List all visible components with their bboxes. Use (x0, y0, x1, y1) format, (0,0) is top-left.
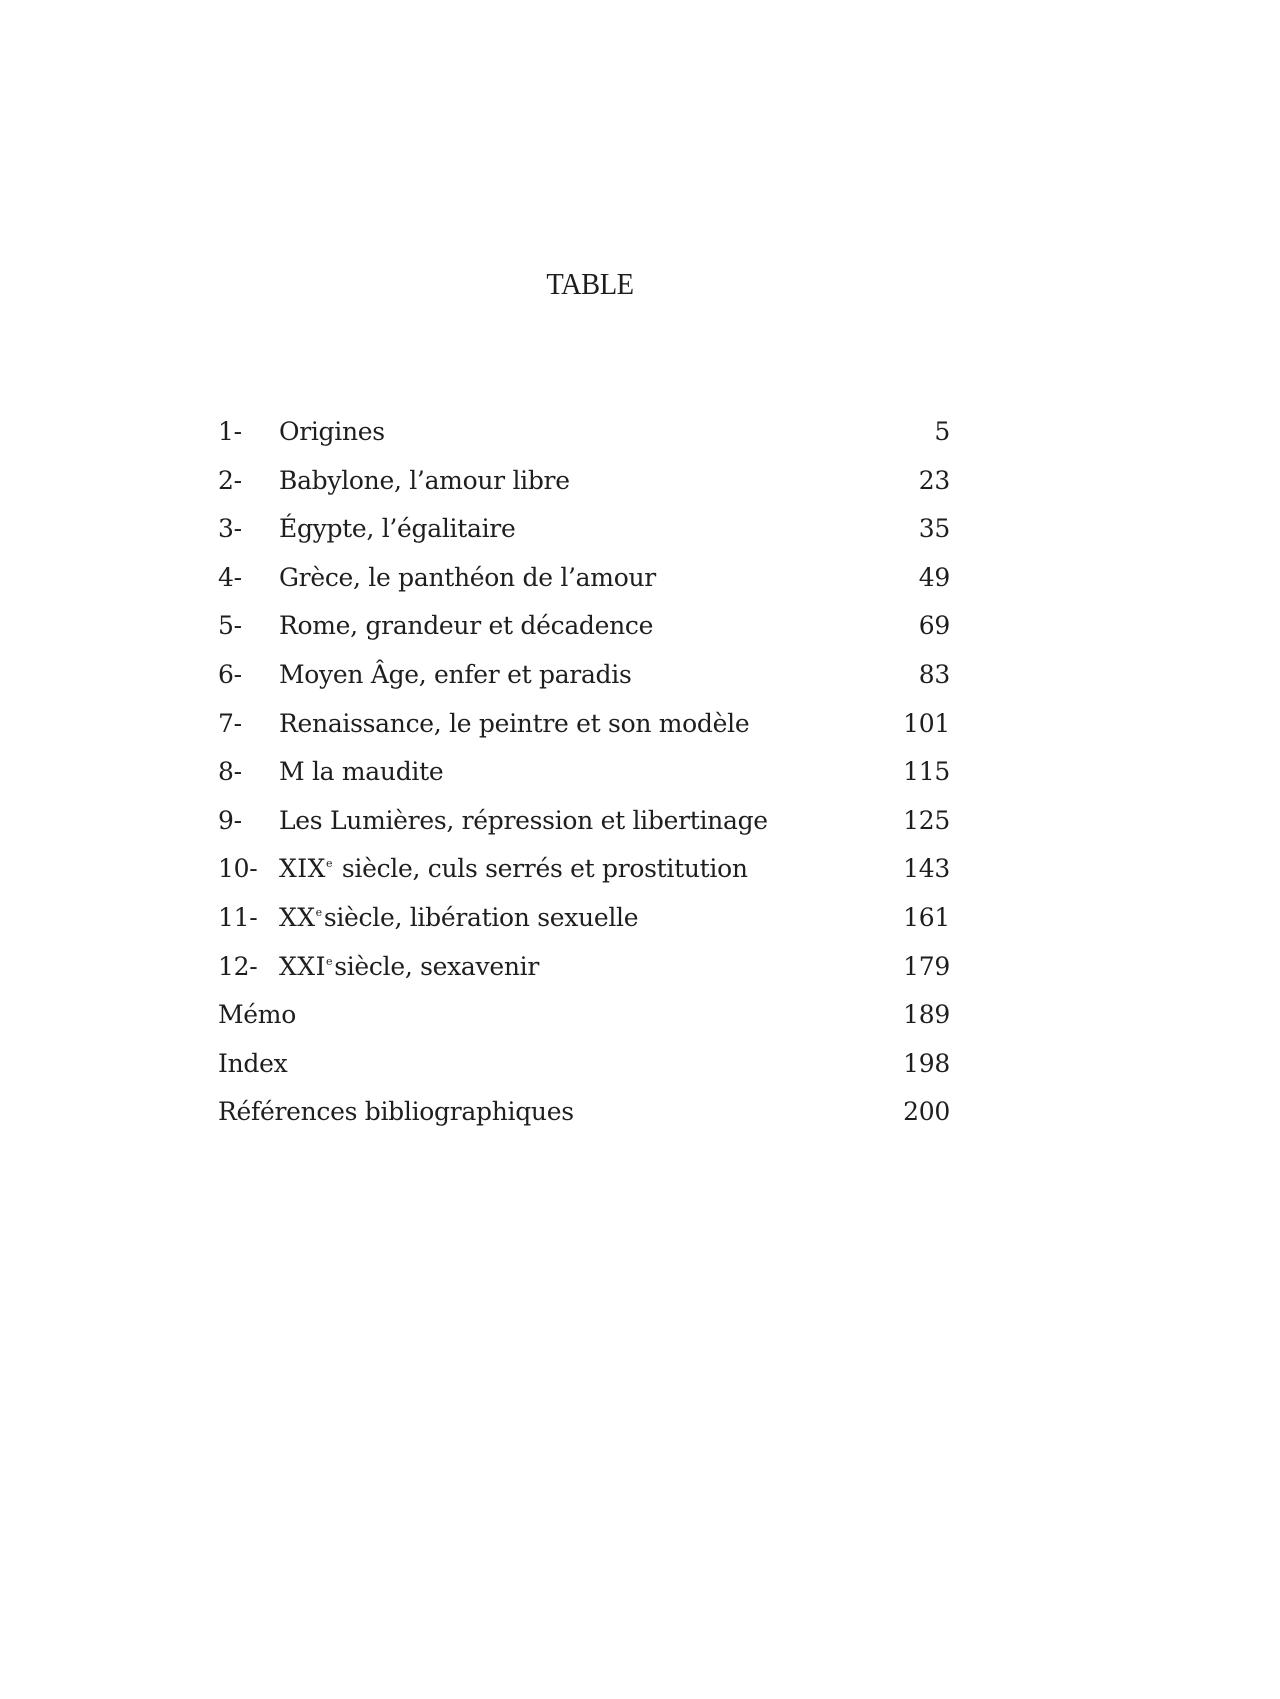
toc-entry[interactable] (218, 602, 950, 651)
century-numeral: XX (279, 902, 316, 932)
chapter-number: 9- (218, 805, 242, 835)
chapter-number: 1- (218, 417, 242, 446)
page-number: 101 (903, 708, 950, 738)
chapter-number: 12- (218, 951, 258, 981)
chapter-title-text: siècle, culs serrés et prostitution (334, 854, 748, 884)
page-number: 143 (903, 854, 950, 884)
chapter-title: Rome, grandeur et décadence (279, 611, 654, 641)
ordinal-suffix: e (315, 905, 322, 919)
chapter-number: 10- (218, 854, 258, 884)
toc-entry[interactable] (218, 700, 950, 749)
page-number: 198 (903, 1048, 950, 1078)
chapter-title: Babylone, l’amour libre (279, 465, 570, 495)
page-title: TABLE (546, 266, 634, 301)
chapter-number: 6- (218, 659, 242, 689)
toc-entry-memo[interactable] (218, 991, 950, 1040)
page-number: 115 (903, 757, 950, 787)
chapter-title (279, 894, 638, 943)
toc-entry[interactable] (218, 845, 950, 894)
century-numeral: XXI (279, 951, 326, 981)
toc-entry[interactable] (218, 408, 950, 457)
page-number: 189 (903, 1000, 950, 1030)
toc-entry[interactable] (218, 505, 950, 554)
chapter-title: Les Lumières, répression et libertinage (279, 805, 768, 835)
chapter-number: 8- (218, 757, 242, 787)
ordinal-suffix: e (325, 954, 333, 968)
page-number: 5 (934, 417, 950, 446)
chapter-number: 11- (218, 902, 258, 932)
chapter-number: 4- (218, 562, 242, 592)
chapter-title: M la maudite (279, 757, 444, 787)
page-number: 23 (918, 465, 950, 495)
page-number: 179 (903, 951, 950, 981)
toc-entry[interactable] (218, 457, 950, 506)
page-number: 200 (903, 1097, 950, 1127)
toc-entry-index[interactable] (218, 1040, 950, 1089)
toc-entry-references[interactable] (218, 1088, 950, 1137)
chapter-title (279, 943, 539, 992)
ordinal-suffix: e (325, 857, 333, 871)
chapter-number: 5- (218, 611, 242, 641)
toc-entry[interactable] (218, 554, 950, 603)
toc-entry[interactable] (218, 943, 950, 992)
chapter-title (279, 845, 748, 894)
section-title: Références bibliographiques (218, 1097, 574, 1127)
chapter-number: 2- (218, 465, 242, 495)
chapter-title: Grèce, le panthéon de l’amour (279, 562, 656, 592)
chapter-title-text: siècle, sexavenir (334, 951, 540, 981)
century-numeral: XIX (279, 854, 326, 884)
toc-entry[interactable] (218, 748, 950, 797)
chapter-title: Origines (279, 417, 385, 446)
section-title: Mémo (218, 1000, 296, 1030)
page-number: 83 (918, 659, 950, 689)
table-of-contents (218, 408, 950, 1137)
chapter-title: Moyen Âge, enfer et paradis (279, 659, 632, 689)
toc-entry[interactable] (218, 651, 950, 700)
page-number: 35 (918, 514, 950, 544)
page-number: 161 (903, 902, 950, 932)
section-title: Index (218, 1048, 288, 1078)
page-number: 125 (903, 805, 950, 835)
chapter-title: Égypte, l’égalitaire (279, 514, 516, 544)
page-number: 49 (918, 562, 950, 592)
toc-entry[interactable] (218, 797, 950, 846)
chapter-title: Renaissance, le peintre et son modèle (279, 708, 750, 738)
toc-entry[interactable] (218, 894, 950, 943)
page-number: 69 (918, 611, 950, 641)
chapter-number: 3- (218, 514, 242, 544)
chapter-number: 7- (218, 708, 242, 738)
chapter-title-text: siècle, libération sexuelle (323, 902, 639, 932)
